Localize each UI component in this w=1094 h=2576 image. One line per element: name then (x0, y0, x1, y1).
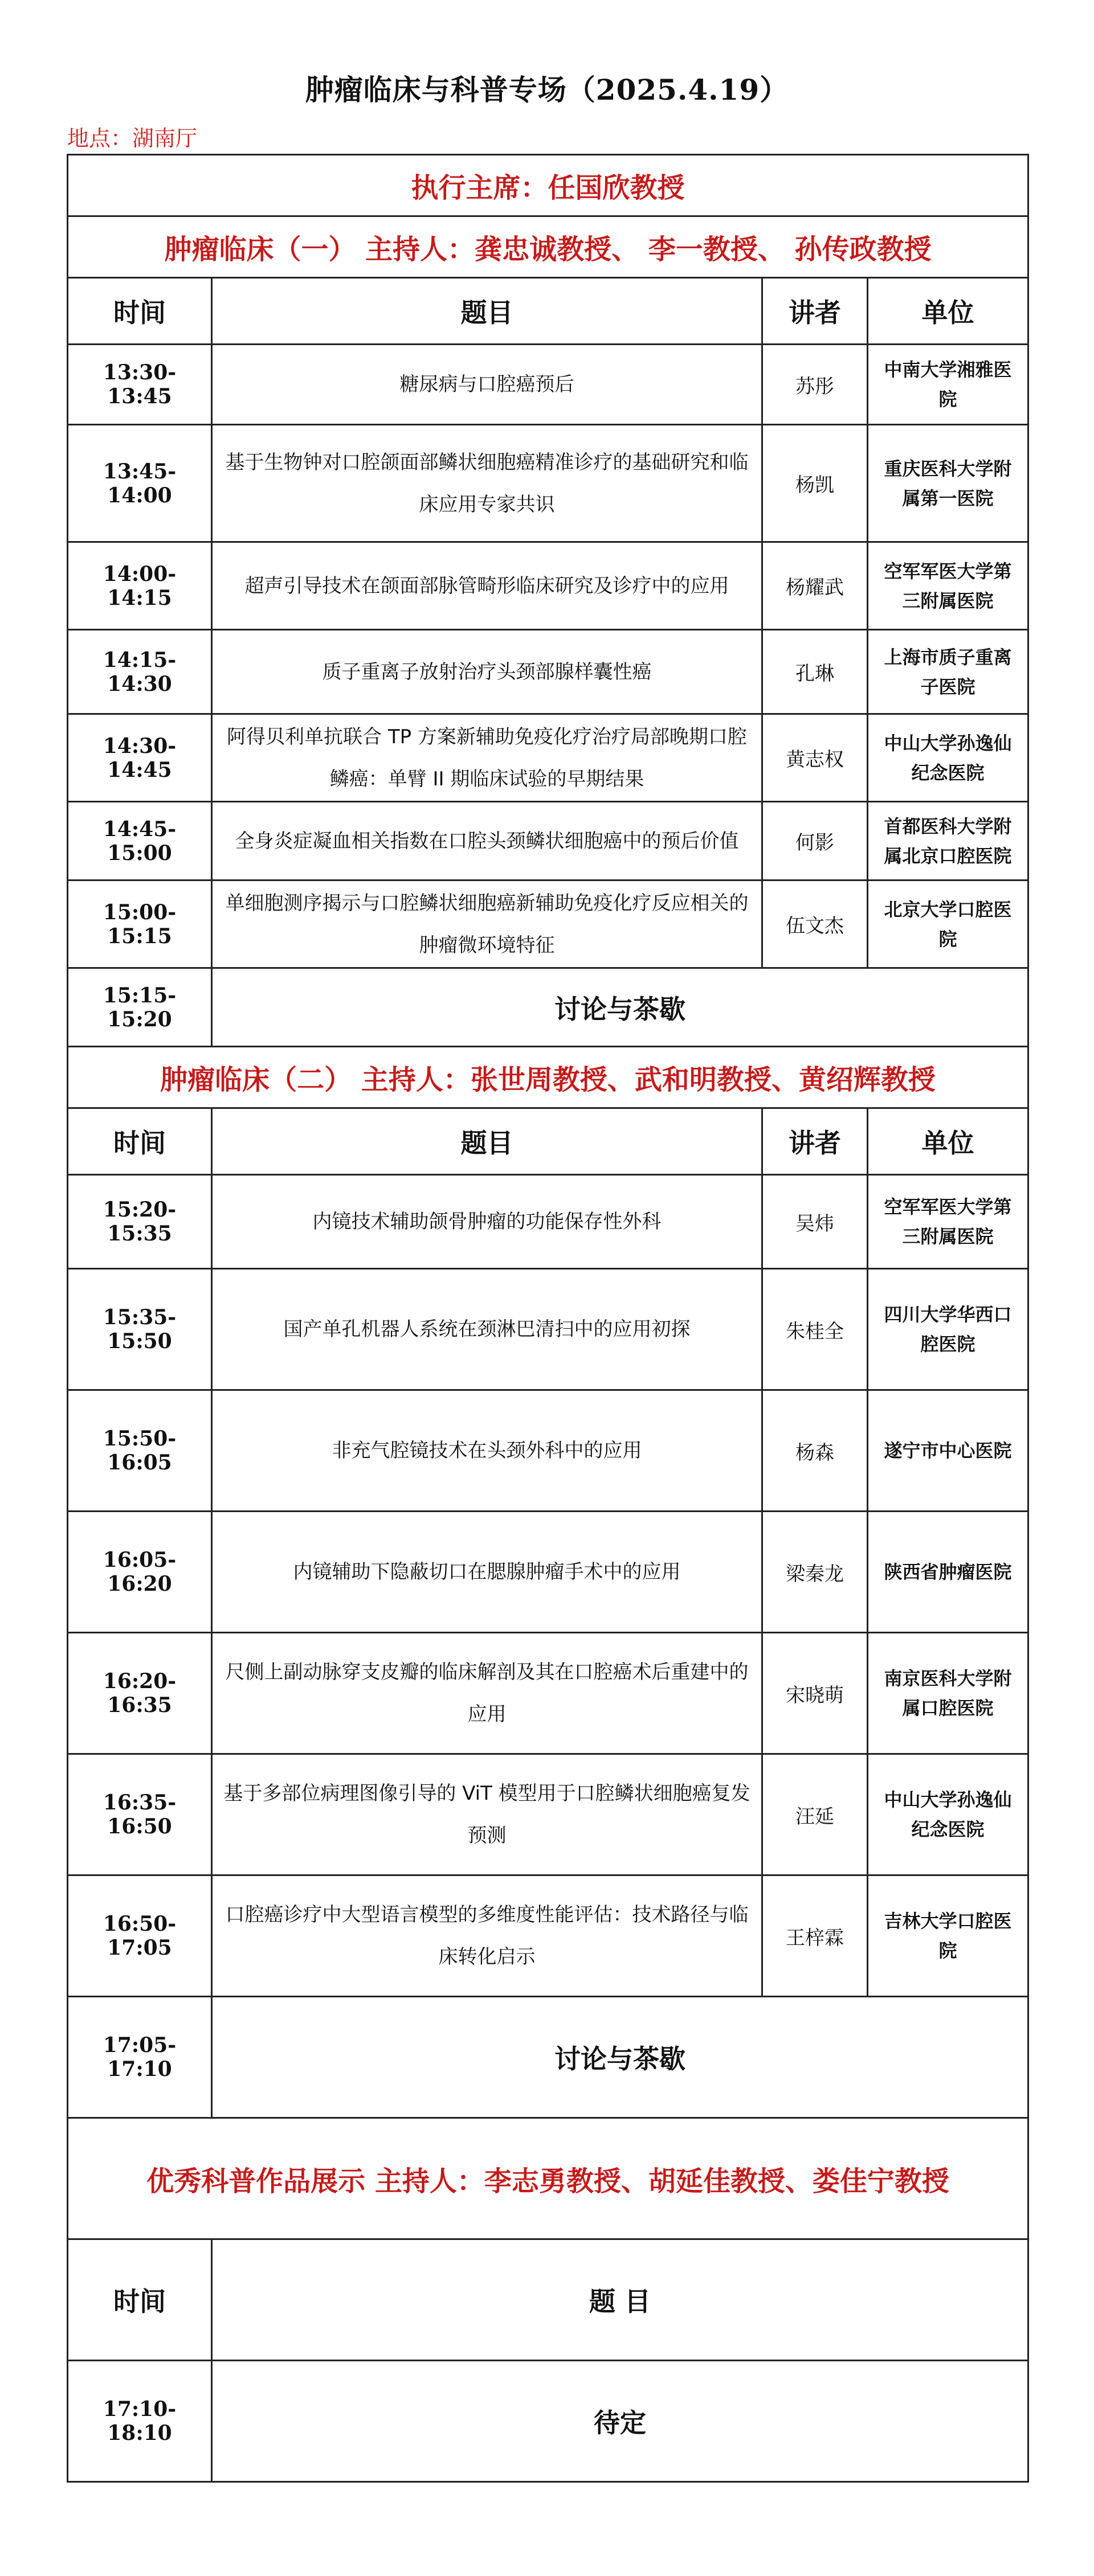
exec-chair: 执行主席：任国欣教授 (68, 155, 1028, 216)
session2-header-row (68, 1047, 1028, 1108)
table-row (68, 425, 1028, 542)
speaker-affiliation: 中山大学孙逸仙纪念医院 (868, 1754, 1028, 1875)
talk-topic: 阿得贝利单抗联合 TP 方案新辅助免疫化疗治疗局部晚期口腔鳞癌：单臂 II 期临床试验的早期结果 (212, 714, 762, 802)
col-speaker-header: 讲者 (762, 278, 868, 345)
speaker-affiliation: 遂宁市中心医院 (868, 1390, 1028, 1512)
session-time: 15:50-16:05 (68, 1390, 212, 1512)
session-time: 15:00-15:15 (68, 880, 212, 968)
session1-column-header-row (68, 278, 1028, 345)
speaker-name: 杨耀武 (762, 542, 868, 630)
speaker-affiliation: 吉林大学口腔医院 (868, 1875, 1028, 1997)
session-time: 16:50-17:05 (68, 1875, 212, 1997)
speaker-affiliation: 南京医科大学附属口腔医院 (868, 1633, 1028, 1754)
talk-topic: 质子重离子放射治疗头颈部腺样囊性癌 (212, 630, 762, 714)
speaker-name: 黄志权 (762, 714, 868, 802)
talk-topic: 基于多部位病理图像引导的 ViT 模型用于口腔鳞状细胞癌复发预测 (212, 1754, 762, 1875)
session1-header-row (68, 216, 1028, 278)
talk-topic: 尺侧上副动脉穿支皮瓣的临床解剖及其在口腔癌术后重建中的应用 (212, 1633, 762, 1754)
speaker-name: 王梓霖 (762, 1875, 868, 1997)
col-time-header: 时间 (68, 2239, 212, 2361)
talk-topic: 非充气腔镜技术在头颈外科中的应用 (212, 1390, 762, 1512)
table-row (68, 802, 1028, 880)
session-time: 14:30-14:45 (68, 714, 212, 802)
session-time: 15:35-15:50 (68, 1269, 212, 1390)
speaker-affiliation: 中山大学孙逸仙纪念医院 (868, 714, 1028, 802)
speaker-affiliation: 中南大学湘雅医院 (868, 345, 1028, 425)
session-time: 14:45-15:00 (68, 802, 212, 880)
speaker-affiliation: 四川大学华西口腔医院 (868, 1269, 1028, 1390)
session-time: 16:35-16:50 (68, 1754, 212, 1875)
table-row (68, 880, 1028, 968)
table-row (68, 1754, 1028, 1875)
speaker-name: 何影 (762, 802, 868, 880)
speaker-name: 吴炜 (762, 1175, 868, 1269)
speaker-affiliation: 空军军医大学第三附属医院 (868, 542, 1028, 630)
break-time: 15:15-15:20 (68, 968, 212, 1047)
table-row (68, 542, 1028, 630)
session3-column-header-row (68, 2239, 1028, 2361)
session3-header: 优秀科普作品展示 主持人：李志勇教授、胡延佳教授、娄佳宁教授 (68, 2118, 1028, 2239)
location-label: 地点：湖南厅 (67, 126, 198, 151)
speaker-affiliation: 北京大学口腔医院 (868, 880, 1028, 968)
speaker-affiliation: 空军军医大学第三附属医院 (868, 1175, 1028, 1269)
talk-topic: 糖尿病与口腔癌预后 (212, 345, 762, 425)
speaker-affiliation: 重庆医科大学附属第一医院 (868, 425, 1028, 542)
session1-header: 肿瘤临床（一） 主持人：龚忠诚教授、 李一教授、 孙传政教授 (68, 216, 1028, 278)
talk-topic: 基于生物钟对口腔颌面部鳞状细胞癌精准诊疗的基础研究和临床应用专家共识 (212, 425, 762, 542)
session2-header: 肿瘤临床（二） 主持人：张世周教授、武和明教授、黄绍辉教授 (68, 1047, 1028, 1108)
speaker-name: 苏彤 (762, 345, 868, 425)
break-label: 讨论与茶歇 (212, 1997, 1028, 2118)
talk-topic: 内镜辅助下隐蔽切口在腮腺肿瘤手术中的应用 (212, 1512, 762, 1633)
session-time: 17:10-18:10 (68, 2361, 212, 2482)
table-row (68, 1175, 1028, 1269)
session1-break-row (68, 968, 1028, 1047)
table-row (68, 714, 1028, 802)
table-row (68, 1512, 1028, 1633)
table-row (68, 630, 1028, 714)
speaker-affiliation: 上海市质子重离子医院 (868, 630, 1028, 714)
break-time: 17:05-17:10 (68, 1997, 212, 2118)
session3-row (68, 2361, 1028, 2482)
session1-rows (68, 345, 1028, 968)
page-title: 肿瘤临床与科普专场（2025.4.19） (305, 73, 789, 107)
speaker-affiliation: 首都医科大学附属北京口腔医院 (868, 802, 1028, 880)
session-time: 14:15-14:30 (68, 630, 212, 714)
session-time: 16:05-16:20 (68, 1512, 212, 1633)
session2-column-header-row (68, 1108, 1028, 1175)
speaker-name: 宋晓萌 (762, 1633, 868, 1754)
speaker-name: 梁秦龙 (762, 1512, 868, 1633)
session-time: 13:45-14:00 (68, 425, 212, 542)
speaker-name: 杨凯 (762, 425, 868, 542)
col-unit-header: 单位 (868, 278, 1028, 345)
speaker-affiliation: 陕西省肿瘤医院 (868, 1512, 1028, 1633)
talk-topic: 口腔癌诊疗中大型语言模型的多维度性能评估：技术路径与临床转化启示 (212, 1875, 762, 1997)
exec-chair-row (68, 155, 1028, 216)
table-row (68, 1269, 1028, 1390)
speaker-name: 孔琳 (762, 630, 868, 714)
table-row (68, 1390, 1028, 1512)
session-time: 14:00-14:15 (68, 542, 212, 630)
talk-topic: 全身炎症凝血相关指数在口腔头颈鳞状细胞癌中的预后价值 (212, 802, 762, 880)
table-row (68, 345, 1028, 425)
session-time: 16:20-16:35 (68, 1633, 212, 1754)
schedule-table (67, 154, 1029, 2483)
talk-topic: 内镜技术辅助颌骨肿瘤的功能保存性外科 (212, 1175, 762, 1269)
session2-rows (68, 1175, 1028, 1997)
session-time: 13:30-13:45 (68, 345, 212, 425)
talk-topic: 国产单孔机器人系统在颈淋巴清扫中的应用初探 (212, 1269, 762, 1390)
col-topic-header: 题目 (212, 278, 762, 345)
break-label: 讨论与茶歇 (212, 968, 1028, 1047)
col-time-header: 时间 (68, 278, 212, 345)
speaker-name: 杨森 (762, 1390, 868, 1512)
col-unit-header: 单位 (868, 1108, 1028, 1175)
col-speaker-header: 讲者 (762, 1108, 868, 1175)
talk-topic: 超声引导技术在颌面部脉管畸形临床研究及诊疗中的应用 (212, 542, 762, 630)
col-topic-header: 题 目 (212, 2239, 1028, 2361)
speaker-name: 伍文杰 (762, 880, 868, 968)
session-time: 15:20-15:35 (68, 1175, 212, 1269)
speaker-name: 朱桂全 (762, 1269, 868, 1390)
col-topic-header: 题目 (212, 1108, 762, 1175)
session2-break-row (68, 1997, 1028, 2118)
talk-topic: 单细胞测序揭示与口腔鳞状细胞癌新辅助免疫化疗反应相关的肿瘤微环境特征 (212, 880, 762, 968)
session3-header-row (68, 2118, 1028, 2239)
table-row (68, 1875, 1028, 1997)
col-time-header: 时间 (68, 1108, 212, 1175)
speaker-name: 汪延 (762, 1754, 868, 1875)
table-row (68, 1633, 1028, 1754)
session-topic: 待定 (212, 2361, 1028, 2482)
